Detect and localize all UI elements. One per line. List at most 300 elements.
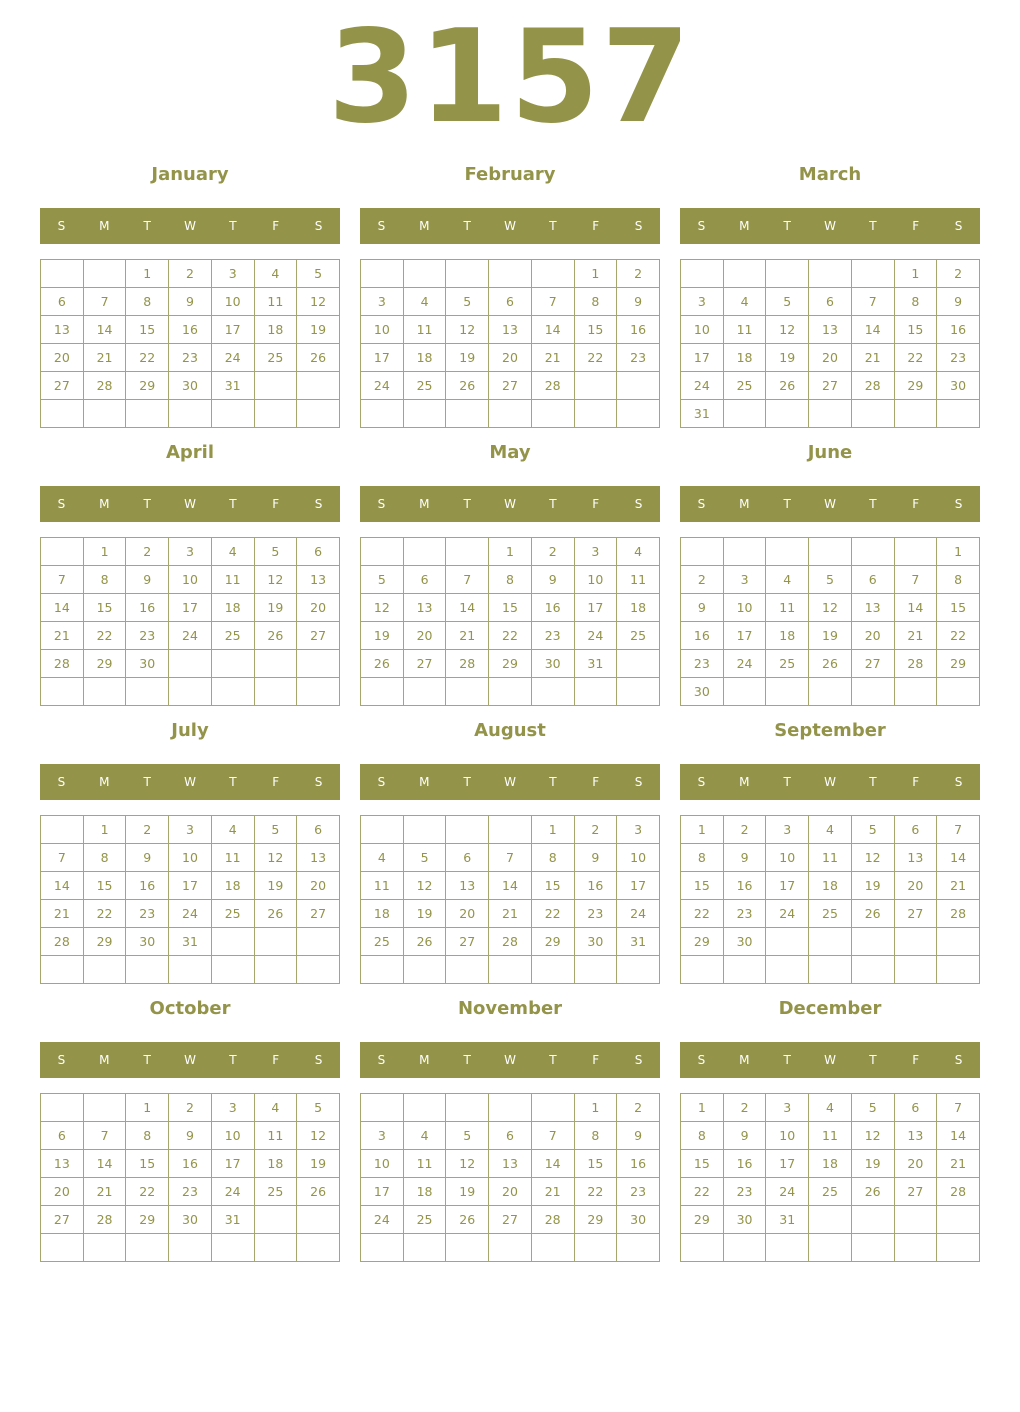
day-cell: 20 [446, 900, 489, 928]
week-row [361, 622, 660, 650]
day-cell: 24 [617, 900, 660, 928]
day-cell: 20 [297, 872, 340, 900]
day-cell [41, 260, 84, 288]
day-cell: 15 [489, 594, 532, 622]
day-cell: 30 [126, 650, 169, 678]
weekday-label: M [99, 219, 110, 233]
day-cell: 11 [361, 872, 404, 900]
day-cell [297, 928, 340, 956]
day-cell [169, 400, 212, 428]
day-cell: 30 [681, 678, 724, 706]
weekday-header [360, 764, 660, 800]
week-row [681, 566, 980, 594]
day-cell [41, 678, 84, 706]
year-title: 3157 [327, 3, 693, 152]
day-cell [403, 956, 446, 984]
day-cell: 25 [809, 900, 852, 928]
day-cell: 17 [681, 344, 724, 372]
day-cell: 30 [531, 650, 574, 678]
day-cell: 24 [574, 622, 617, 650]
day-cell: 4 [361, 844, 404, 872]
day-cell [403, 260, 446, 288]
day-cell: 23 [531, 622, 574, 650]
day-cell: 23 [617, 344, 660, 372]
day-cell [403, 1234, 446, 1262]
day-cell [489, 1234, 532, 1262]
weekday-label: M [739, 219, 750, 233]
day-cell [766, 1234, 809, 1262]
day-cell [574, 400, 617, 428]
day-cell: 16 [126, 872, 169, 900]
day-cell [851, 400, 894, 428]
day-cell: 1 [83, 816, 126, 844]
day-cell: 14 [489, 872, 532, 900]
day-cell: 4 [809, 1094, 852, 1122]
week-row [681, 594, 980, 622]
weekday-label: S [954, 497, 963, 511]
day-cell: 25 [254, 344, 297, 372]
day-cell: 11 [403, 316, 446, 344]
weekday-label: F [272, 497, 280, 511]
day-cell: 13 [489, 1150, 532, 1178]
week-row [681, 344, 980, 372]
day-cell: 3 [617, 816, 660, 844]
day-cell: 27 [489, 372, 532, 400]
day-cell: 20 [297, 594, 340, 622]
month-name: January [151, 164, 229, 185]
day-cell: 28 [41, 928, 84, 956]
day-cell [169, 678, 212, 706]
day-cell: 9 [617, 1122, 660, 1150]
weekday-label: F [592, 1053, 600, 1067]
day-cell: 12 [254, 844, 297, 872]
week-row [681, 372, 980, 400]
day-cell: 7 [937, 816, 980, 844]
weekday-header [680, 208, 980, 244]
day-cell: 26 [809, 650, 852, 678]
week-row [361, 956, 660, 984]
day-cell: 29 [574, 1206, 617, 1234]
day-cell: 30 [937, 372, 980, 400]
day-cell: 6 [41, 288, 84, 316]
day-cell: 9 [937, 288, 980, 316]
weekday-header [360, 486, 660, 522]
day-cell [851, 678, 894, 706]
weekday-label: W [824, 775, 836, 789]
day-cell: 6 [894, 816, 937, 844]
day-cell: 18 [211, 872, 254, 900]
day-cell: 7 [531, 288, 574, 316]
day-cell: 2 [681, 566, 724, 594]
week-row [41, 566, 340, 594]
day-cell [361, 260, 404, 288]
day-cell: 6 [297, 816, 340, 844]
day-cell: 19 [851, 872, 894, 900]
day-cell: 9 [126, 566, 169, 594]
day-cell: 19 [766, 344, 809, 372]
day-cell [211, 956, 254, 984]
day-cell: 3 [169, 816, 212, 844]
day-cell [254, 400, 297, 428]
weekday-header [680, 1042, 980, 1078]
day-cell: 1 [489, 538, 532, 566]
day-cell: 21 [894, 622, 937, 650]
day-cell: 17 [211, 316, 254, 344]
day-cell: 9 [169, 288, 212, 316]
day-grid [360, 1093, 660, 1262]
day-cell: 30 [169, 372, 212, 400]
day-cell [446, 260, 489, 288]
day-cell: 1 [574, 1094, 617, 1122]
day-cell: 9 [681, 594, 724, 622]
day-cell: 13 [851, 594, 894, 622]
day-cell: 16 [531, 594, 574, 622]
week-row [41, 650, 340, 678]
day-cell: 4 [254, 260, 297, 288]
day-cell [937, 400, 980, 428]
day-cell: 4 [403, 288, 446, 316]
day-cell: 10 [574, 566, 617, 594]
weekday-label: M [419, 1053, 430, 1067]
day-cell: 15 [83, 594, 126, 622]
day-cell: 2 [126, 538, 169, 566]
day-cell: 4 [723, 288, 766, 316]
day-cell: 18 [403, 344, 446, 372]
day-cell: 4 [211, 816, 254, 844]
day-cell [403, 816, 446, 844]
day-cell: 29 [937, 650, 980, 678]
day-cell: 20 [851, 622, 894, 650]
day-cell [894, 1206, 937, 1234]
day-cell: 17 [766, 1150, 809, 1178]
day-cell [41, 816, 84, 844]
week-row [681, 1122, 980, 1150]
week-row [361, 1234, 660, 1262]
day-cell: 17 [361, 1178, 404, 1206]
day-cell: 2 [723, 816, 766, 844]
week-row [361, 288, 660, 316]
week-row [361, 900, 660, 928]
weekday-label: W [184, 219, 196, 233]
day-cell: 11 [211, 844, 254, 872]
day-cell: 25 [211, 900, 254, 928]
day-cell: 14 [83, 316, 126, 344]
day-cell: 17 [723, 622, 766, 650]
weekday-header [360, 1042, 660, 1078]
day-cell [766, 956, 809, 984]
day-cell [361, 538, 404, 566]
day-cell: 29 [83, 928, 126, 956]
day-cell: 22 [126, 1178, 169, 1206]
month-name: December [778, 998, 882, 1019]
day-cell: 15 [126, 1150, 169, 1178]
day-cell: 5 [851, 816, 894, 844]
day-cell: 15 [937, 594, 980, 622]
day-cell: 8 [126, 288, 169, 316]
weekday-label: W [504, 497, 516, 511]
day-cell: 8 [531, 844, 574, 872]
weekday-label: W [824, 497, 836, 511]
day-cell: 18 [403, 1178, 446, 1206]
day-cell [937, 928, 980, 956]
week-row [41, 816, 340, 844]
day-cell: 17 [617, 872, 660, 900]
week-row [681, 844, 980, 872]
day-cell: 5 [446, 1122, 489, 1150]
day-cell: 21 [489, 900, 532, 928]
month-name: April [165, 442, 215, 463]
day-cell: 13 [446, 872, 489, 900]
day-cell: 2 [937, 260, 980, 288]
day-cell: 10 [617, 844, 660, 872]
day-cell [809, 1206, 852, 1234]
day-cell: 25 [723, 372, 766, 400]
day-cell: 15 [531, 872, 574, 900]
day-cell: 20 [489, 344, 532, 372]
week-row [681, 316, 980, 344]
day-cell: 1 [894, 260, 937, 288]
weekday-label: F [592, 775, 600, 789]
day-cell [83, 956, 126, 984]
week-row [41, 1094, 340, 1122]
day-grid [680, 1093, 980, 1262]
weekday-header [680, 486, 980, 522]
day-grid [40, 259, 340, 428]
weekday-label: S [57, 219, 66, 233]
week-row [681, 650, 980, 678]
week-row [361, 538, 660, 566]
day-cell [489, 816, 532, 844]
weekday-label: T [143, 219, 151, 233]
day-cell: 27 [403, 650, 446, 678]
weekday-label: T [143, 497, 151, 511]
day-cell: 13 [489, 316, 532, 344]
day-cell: 8 [83, 566, 126, 594]
day-cell [809, 260, 852, 288]
day-cell [297, 372, 340, 400]
day-cell: 5 [254, 538, 297, 566]
day-cell: 16 [574, 872, 617, 900]
week-row [41, 1150, 340, 1178]
weekday-label: T [463, 775, 471, 789]
weekday-label: S [57, 497, 66, 511]
day-cell: 24 [361, 372, 404, 400]
day-cell: 21 [937, 1150, 980, 1178]
day-cell: 1 [681, 816, 724, 844]
day-cell: 6 [894, 1094, 937, 1122]
day-cell: 22 [681, 1178, 724, 1206]
day-cell: 15 [574, 1150, 617, 1178]
day-cell: 23 [574, 900, 617, 928]
day-cell: 19 [254, 594, 297, 622]
day-cell: 24 [211, 1178, 254, 1206]
weekday-label: W [184, 1053, 196, 1067]
day-cell: 11 [723, 316, 766, 344]
day-cell: 26 [361, 650, 404, 678]
day-cell [617, 372, 660, 400]
day-cell [83, 260, 126, 288]
day-cell: 11 [809, 1122, 852, 1150]
week-row [681, 400, 980, 428]
day-cell [361, 956, 404, 984]
day-cell: 25 [766, 650, 809, 678]
day-cell [169, 956, 212, 984]
day-cell: 27 [809, 372, 852, 400]
day-cell: 28 [83, 372, 126, 400]
day-cell: 19 [446, 344, 489, 372]
day-cell: 12 [446, 1150, 489, 1178]
day-cell [894, 1234, 937, 1262]
day-cell [41, 538, 84, 566]
day-cell: 12 [809, 594, 852, 622]
week-row [361, 316, 660, 344]
day-cell [211, 650, 254, 678]
day-cell [531, 1094, 574, 1122]
day-cell: 27 [489, 1206, 532, 1234]
month-name: October [149, 998, 231, 1019]
day-cell: 21 [83, 344, 126, 372]
day-cell: 15 [681, 872, 724, 900]
day-cell: 25 [617, 622, 660, 650]
week-row [361, 400, 660, 428]
day-cell [617, 1234, 660, 1262]
day-cell [681, 538, 724, 566]
day-cell: 1 [83, 538, 126, 566]
day-cell: 26 [851, 1178, 894, 1206]
weekday-label: W [184, 497, 196, 511]
day-cell [403, 1094, 446, 1122]
day-cell: 3 [211, 260, 254, 288]
week-row [681, 1234, 980, 1262]
month-name: July [171, 720, 209, 741]
week-row [361, 1178, 660, 1206]
day-cell [766, 928, 809, 956]
day-cell [531, 956, 574, 984]
day-cell: 24 [361, 1206, 404, 1234]
day-cell [851, 928, 894, 956]
week-row [41, 1178, 340, 1206]
weekday-label: S [377, 497, 386, 511]
day-cell: 18 [361, 900, 404, 928]
day-cell: 8 [681, 1122, 724, 1150]
day-cell: 22 [83, 900, 126, 928]
weekday-label: M [739, 1053, 750, 1067]
month-name: November [457, 998, 563, 1019]
week-row [681, 1094, 980, 1122]
day-cell: 12 [851, 1122, 894, 1150]
day-cell [681, 956, 724, 984]
day-cell: 22 [574, 344, 617, 372]
day-cell: 2 [617, 260, 660, 288]
day-cell: 22 [531, 900, 574, 928]
week-row [361, 344, 660, 372]
day-cell: 20 [41, 344, 84, 372]
day-cell: 10 [169, 844, 212, 872]
day-cell: 5 [851, 1094, 894, 1122]
day-cell: 8 [83, 844, 126, 872]
day-cell: 3 [169, 538, 212, 566]
weekday-label: T [229, 775, 237, 789]
day-cell: 8 [489, 566, 532, 594]
day-cell [894, 538, 937, 566]
day-cell: 27 [297, 900, 340, 928]
month-name: September [774, 720, 886, 741]
day-cell: 6 [489, 288, 532, 316]
day-cell: 5 [403, 844, 446, 872]
weekday-label: M [419, 775, 430, 789]
week-row [41, 678, 340, 706]
day-cell: 14 [531, 1150, 574, 1178]
day-cell: 6 [851, 566, 894, 594]
day-cell [766, 538, 809, 566]
day-cell [894, 928, 937, 956]
day-cell [126, 678, 169, 706]
weekday-label: T [463, 1053, 471, 1067]
day-cell: 10 [211, 288, 254, 316]
week-row [361, 1122, 660, 1150]
week-row [361, 594, 660, 622]
day-cell: 12 [446, 316, 489, 344]
day-cell [851, 260, 894, 288]
day-cell [403, 400, 446, 428]
day-cell: 12 [766, 316, 809, 344]
weekday-label: T [549, 219, 557, 233]
day-cell [531, 400, 574, 428]
day-cell [361, 400, 404, 428]
day-cell [723, 538, 766, 566]
week-row [681, 1178, 980, 1206]
day-cell [446, 400, 489, 428]
day-cell: 3 [766, 1094, 809, 1122]
day-cell [211, 678, 254, 706]
day-cell [489, 678, 532, 706]
month-name: May [489, 442, 531, 463]
day-cell: 26 [403, 928, 446, 956]
day-cell: 28 [894, 650, 937, 678]
week-row [361, 1150, 660, 1178]
day-cell: 23 [723, 900, 766, 928]
day-cell [894, 678, 937, 706]
week-row [361, 928, 660, 956]
weekday-label: T [869, 1053, 877, 1067]
day-cell: 11 [254, 288, 297, 316]
day-cell: 18 [617, 594, 660, 622]
weekday-label: T [143, 775, 151, 789]
week-row [41, 538, 340, 566]
week-row [681, 622, 980, 650]
weekday-label: T [229, 1053, 237, 1067]
day-cell: 5 [297, 1094, 340, 1122]
day-cell: 21 [851, 344, 894, 372]
day-cell: 13 [894, 1122, 937, 1150]
day-cell: 14 [41, 872, 84, 900]
day-cell: 4 [809, 816, 852, 844]
day-cell: 26 [254, 900, 297, 928]
week-row [361, 844, 660, 872]
weekday-label: W [504, 219, 516, 233]
weekday-label: F [912, 497, 920, 511]
weekday-header [40, 1042, 340, 1078]
day-cell: 8 [937, 566, 980, 594]
day-cell: 31 [617, 928, 660, 956]
day-cell [809, 956, 852, 984]
weekday-label: M [419, 497, 430, 511]
day-cell: 16 [937, 316, 980, 344]
weekday-label: F [912, 775, 920, 789]
day-cell: 29 [531, 928, 574, 956]
weekday-label: T [783, 1053, 791, 1067]
day-cell: 27 [297, 622, 340, 650]
